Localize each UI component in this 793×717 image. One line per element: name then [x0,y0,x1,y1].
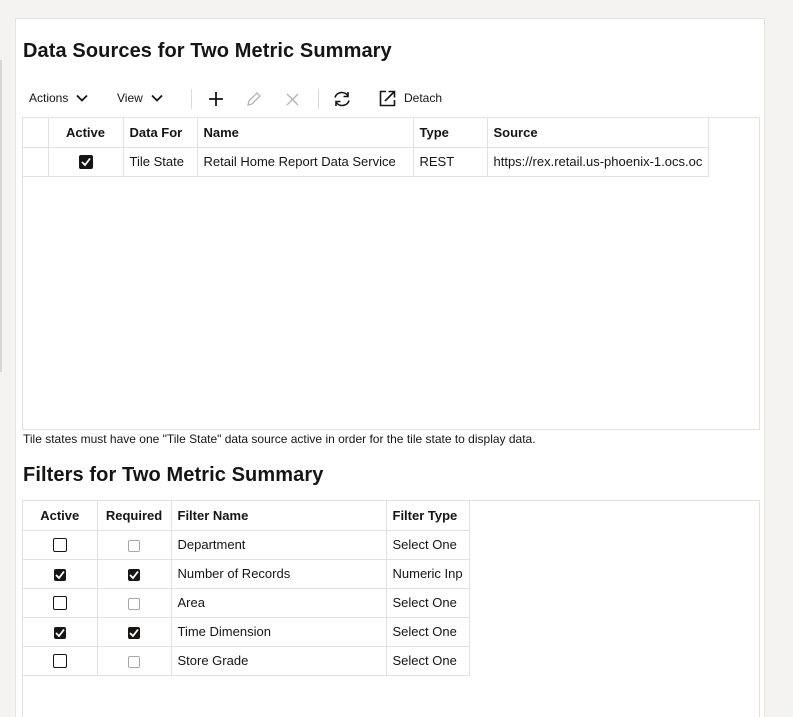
filter-name-cell: Time Dimension [171,617,386,646]
toolbar-divider [318,89,319,109]
column-header-name[interactable]: Name [197,118,413,147]
table-row[interactable] [23,617,469,646]
filter-type-cell: Select One [386,588,469,617]
required-cell [97,588,171,617]
column-header-required[interactable]: Required [97,501,171,530]
name-cell: Retail Home Report Data Service [197,147,413,176]
active-cell [23,646,97,675]
filter-name-cell: Department [171,530,386,559]
column-header-active[interactable]: Active [48,118,123,147]
active-checkbox[interactable] [79,155,93,169]
required-cell [97,530,171,559]
source-cell: https://rex.retail.us-phoenix-1.ocs.oc [487,147,709,176]
table-row[interactable] [23,147,709,176]
data-sources-table-frame [22,117,760,430]
filter-type-cell: Numeric Inp [386,559,469,588]
filter-type-cell: Select One [386,530,469,559]
required-checkbox[interactable] [128,656,140,668]
active-checkbox[interactable] [54,627,66,639]
toolbar-divider [191,89,192,109]
filters-table-frame [22,500,760,717]
checkmark-icon [55,628,65,638]
column-header-filter-name[interactable]: Filter Name [171,501,386,530]
active-cell [23,530,97,559]
filters-title: Filters for Two Metric Summary [23,464,324,486]
column-header-data-for[interactable]: Data For [123,118,197,147]
data-sources-toolbar [23,85,723,111]
active-checkbox[interactable] [53,596,67,610]
detach-button[interactable] [379,85,442,111]
table-row[interactable] [23,559,469,588]
active-checkbox[interactable] [54,569,66,581]
checkmark-icon [129,570,139,580]
actions-menu-button[interactable] [29,85,88,111]
required-checkbox[interactable] [128,598,140,610]
delete-icon[interactable] [281,88,303,110]
column-header-type[interactable]: Type [413,118,487,147]
data-sources-title: Data Sources for Two Metric Summary [23,40,392,62]
filter-name-cell: Store Grade [171,646,386,675]
checkmark-icon [55,570,65,580]
left-panel-edge [0,60,2,372]
table-row[interactable] [23,530,469,559]
data-sources-table [23,118,709,177]
filter-name-cell: Number of Records [171,559,386,588]
filter-type-cell: Select One [386,617,469,646]
required-checkbox[interactable] [128,569,140,581]
table-header-row [23,501,469,530]
data-for-cell: Tile State [123,147,197,176]
table-row[interactable] [23,646,469,675]
detach-icon [379,90,396,107]
active-checkbox[interactable] [53,538,67,552]
chevron-down-icon [76,94,88,102]
refresh-icon[interactable] [331,88,353,110]
active-cell [23,588,97,617]
required-cell [97,559,171,588]
actions-menu-label: Actions [29,91,69,105]
add-icon[interactable] [205,88,227,110]
filters-table [23,501,470,676]
detach-label: Detach [404,91,443,105]
row-header-cell [23,118,48,147]
filter-name-cell: Area [171,588,386,617]
row-header-cell [23,147,48,176]
required-cell [97,646,171,675]
checkmark-icon [81,157,91,167]
tile-state-help-text: Tile states must have one "Tile State" data source active in order for the tile state to display data. [23,432,536,446]
table-row[interactable] [23,588,469,617]
table-header-row [23,118,709,147]
edit-icon[interactable] [243,88,265,110]
required-checkbox[interactable] [128,627,140,639]
chevron-down-icon [151,94,163,102]
view-menu-label: View [117,91,143,105]
active-checkbox[interactable] [53,654,67,668]
active-cell [48,147,123,176]
column-header-filter-type[interactable]: Filter Type [386,501,469,530]
content-panel [15,18,765,717]
active-cell [23,617,97,646]
type-cell: REST [413,147,487,176]
active-cell [23,559,97,588]
required-checkbox[interactable] [128,540,140,552]
column-header-active[interactable]: Active [23,501,97,530]
required-cell [97,617,171,646]
view-menu-button[interactable] [117,85,163,111]
checkmark-icon [129,628,139,638]
column-header-source[interactable]: Source [487,118,709,147]
filter-type-cell: Select One [386,646,469,675]
